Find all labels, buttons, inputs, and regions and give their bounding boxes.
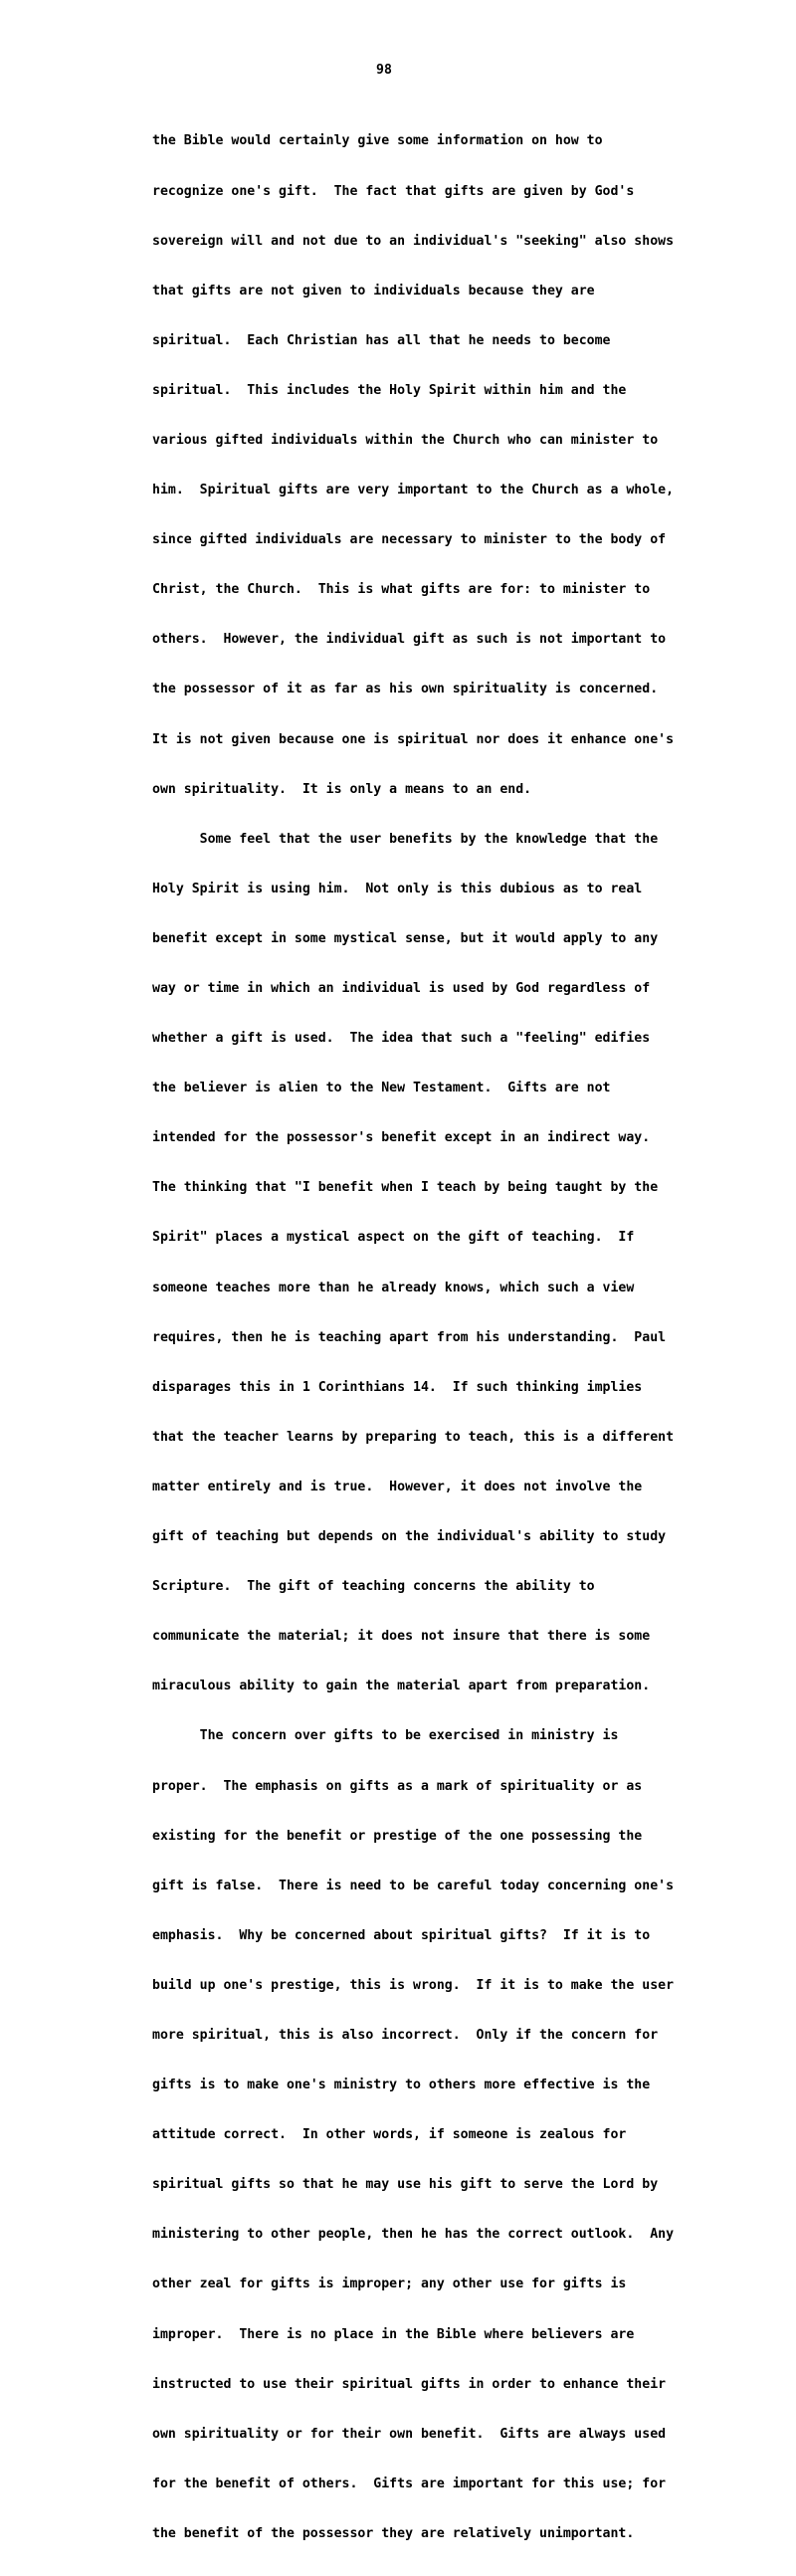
text-line: spiritual gifts so that he may use his gift to serve the Lord by — [152, 2177, 659, 2193]
text-line: gifts is to make one's ministry to others more effective is the — [152, 2078, 651, 2093]
text-line: that the teacher learns by preparing to teach, this is a different — [152, 1429, 675, 1445]
text-line: for the benefit of others. Gifts are important for this use; for — [152, 2476, 667, 2491]
text-line: It is not given because one is spiritual nor does it enhance one's — [152, 731, 675, 747]
text-line: own spirituality or for their own benefit. Gifts are always used — [152, 2426, 667, 2442]
page-number: 98 — [376, 63, 392, 78]
text-line: Scripture. The gift of teaching concerns the ability to — [152, 1579, 595, 1595]
text-line: Christ, the Church. This is what gifts are for: to minister to — [152, 582, 651, 598]
text-line: communicate the material; it does not insure that there is some — [152, 1629, 651, 1645]
text-line: that gifts are not given to individuals because they are — [152, 283, 595, 298]
text-line: someone teaches more than he already knows, which such a view — [152, 1280, 635, 1295]
text-line: intended for the possessor's benefit except in an indirect way. — [152, 1130, 651, 1146]
text-line: gift of teaching but depends on the individual's ability to study — [152, 1529, 667, 1545]
text-line: improper. There is no place in the Bible where believers are — [152, 2326, 635, 2342]
text-line: the Bible would certainly give some information on how to — [152, 133, 603, 149]
text-line: matter entirely and is true. However, it does not involve the — [152, 1479, 643, 1494]
text-line: The concern over gifts to be exercised in ministry is — [152, 1728, 619, 1744]
text-line: emphasis. Why be concerned about spiritual gifts? If it is to — [152, 1927, 651, 1943]
text-line: own spirituality. It is only a means to an end. — [152, 781, 532, 797]
text-line: the benefit of the possessor they are relatively unimportant. — [152, 2525, 635, 2541]
text-line: build up one's prestige, this is wrong. If it is to make the user — [152, 1977, 675, 1993]
text-line: him. Spiritual gifts are very important to the Church as a whole, — [152, 483, 675, 498]
text-line: instructed to use their spiritual gifts in order to enhance their — [152, 2376, 667, 2392]
text-line: disparages this in 1 Corinthians 14. If such thinking implies — [152, 1379, 643, 1395]
text-line: benefit except in some mystical sense, but it would apply to any — [152, 930, 659, 946]
text-line: spiritual. This includes the Holy Spirit within him and the — [152, 382, 627, 398]
text-line: attitude correct. In other words, if someone is zealous for — [152, 2127, 627, 2143]
text-line: since gifted individuals are necessary to minister to the body of — [152, 532, 667, 548]
text-line: The thinking that "I benefit when I teach by being taught by the — [152, 1180, 659, 1196]
text-line: recognize one's gift. The fact that gifts are given by God's — [152, 183, 635, 199]
text-line: Holy Spirit is using him. Not only is this dubious as to real — [152, 881, 643, 896]
text-line: requires, then he is teaching apart from his understanding. Paul — [152, 1329, 667, 1345]
body-text — [152, 100, 749, 2576]
text-line: Some feel that the user benefits by the knowledge that the — [152, 831, 659, 847]
text-line: proper. The emphasis on gifts as a mark of spirituality or as — [152, 1778, 643, 1794]
text-line: Spirit" places a mystical aspect on the gift of teaching. If — [152, 1230, 635, 1246]
text-line: others. However, the individual gift as such is not important to — [152, 632, 667, 648]
text-line: gift is false. There is need to be careful today concerning one's — [152, 1878, 675, 1893]
text-line: existing for the benefit or prestige of the one possessing the — [152, 1828, 643, 1844]
text-line: spiritual. Each Christian has all that he needs to become — [152, 332, 611, 348]
text-line: the possessor of it as far as his own spirituality is concerned. — [152, 682, 659, 697]
text-line: way or time in which an individual is used by God regardless of — [152, 981, 651, 996]
text-line: other zeal for gifts is improper; any other use for gifts is — [152, 2277, 627, 2292]
text-line: more spiritual, this is also incorrect. Only if the concern for — [152, 2027, 659, 2043]
text-line: sovereign will and not due to an individual's "seeking" also shows — [152, 233, 675, 249]
text-line: ministering to other people, then he has the correct outlook. Any — [152, 2227, 675, 2243]
text-line: whether a gift is used. The idea that such a "feeling" edifies — [152, 1031, 651, 1047]
text-line: various gifted individuals within the Church who can minister to — [152, 432, 659, 448]
text-line: miraculous ability to gain the material apart from preparation. — [152, 1679, 651, 1694]
text-line: the believer is alien to the New Testament. Gifts are not — [152, 1081, 611, 1096]
